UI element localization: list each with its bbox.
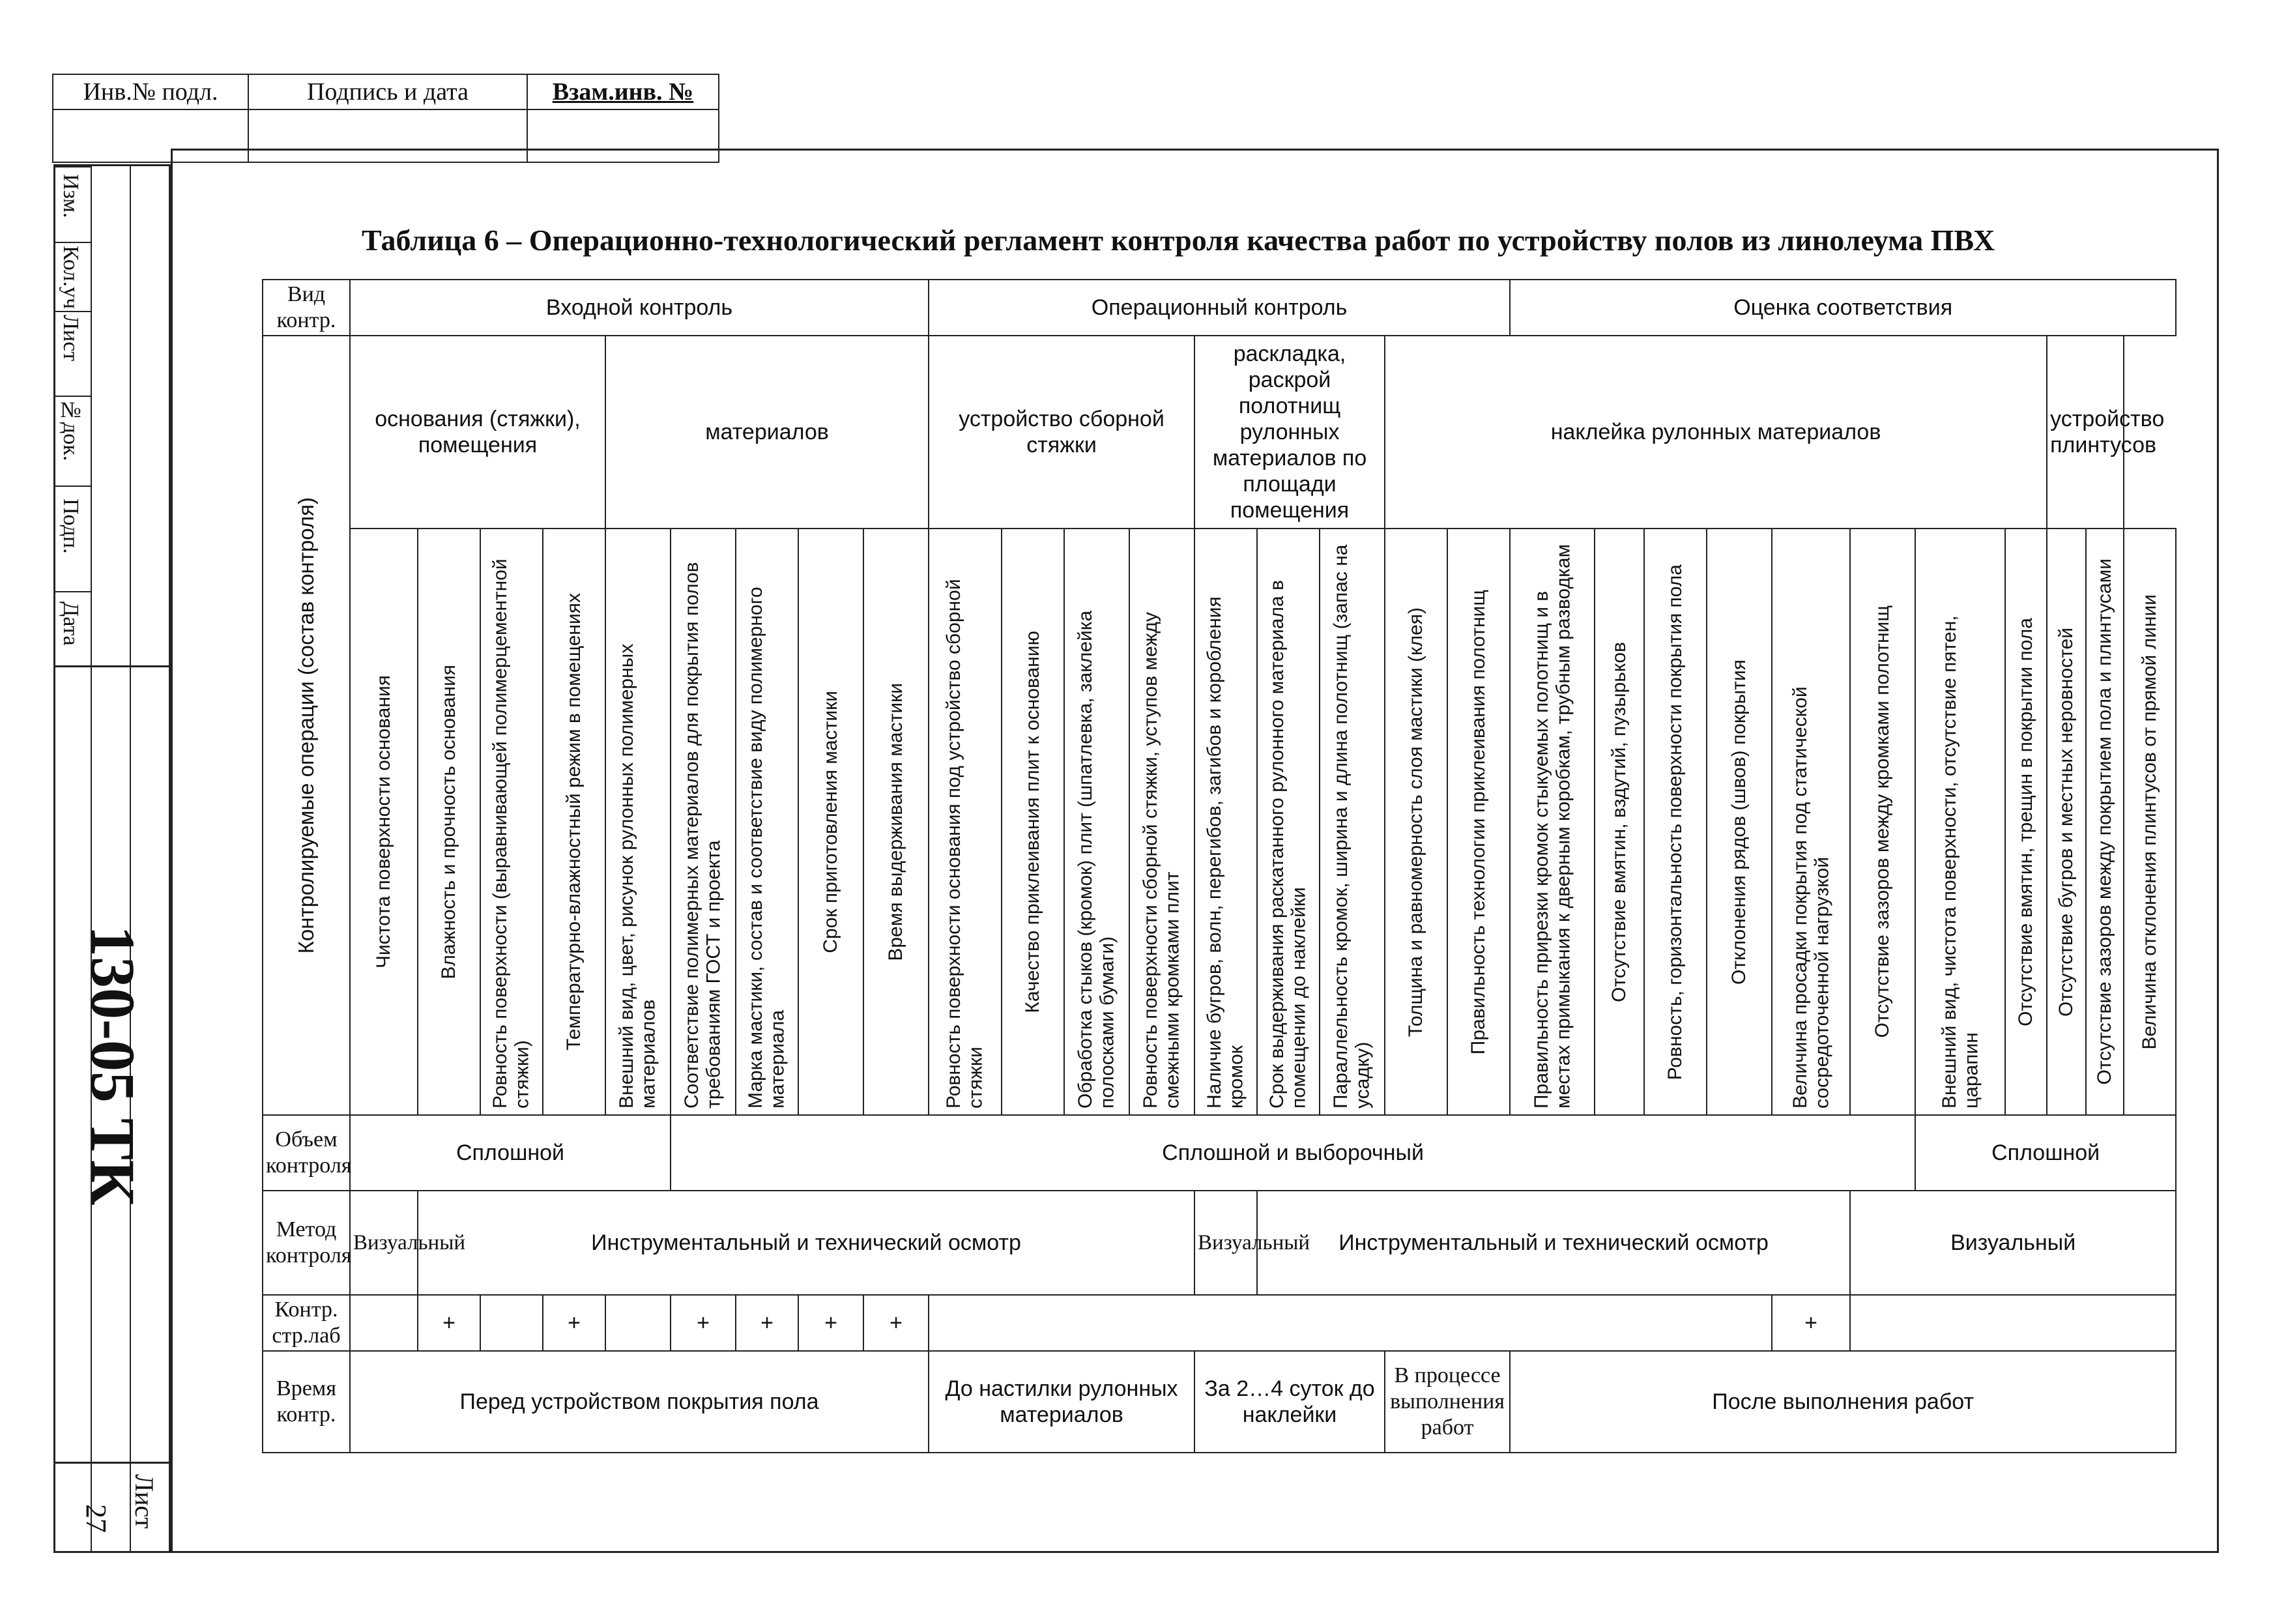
operation-26 [2005,529,2047,1115]
time-after: После выполнения работ [1510,1351,2176,1453]
lab-cell-23 [1772,1295,1850,1351]
lab-cell-7 [736,1295,798,1351]
operation-text: Качество приклеивания плит к основанию [1022,630,1044,1013]
lab-cell-3 [480,1295,543,1351]
title-block-side [53,164,171,1553]
stamp-vzam-label: Взам.инв. № [527,74,719,110]
volume-continuous-2: Сплошной [1915,1115,2176,1191]
operation-17 [1385,529,1447,1115]
operation-6 [671,529,736,1115]
operation-text: Чистота поверхности основания [373,675,395,969]
operation-text: Правильность технологии приклеивания полотнищ [1468,589,1490,1054]
lab-mark: + [760,1311,774,1336]
method-visual-3: Визуальный [1850,1191,2176,1295]
stamp-sign-label: Подпись и дата [248,74,528,110]
operation-text: Марка мастики, состав и соответствие виду полимерного материала [745,587,788,1109]
lab-cell-5 [605,1295,671,1351]
operation-18 [1447,529,1510,1115]
operation-text: Правильность прирезки кромок стыкуемых полотнищ и в местах примыкания к дверным коробкам, трубным разводкам [1530,544,1574,1109]
revision-column [55,166,92,1551]
lab-cell-6 [671,1295,736,1351]
operation-text: Отсутствие зазоров между кромками полотнищ [1872,605,1894,1038]
method-label: Метод контроля [263,1191,350,1295]
table-title: Таблица 6 – Операционно-технологический регламент контроля качества работ по устройству полов из линолеума ПВХ [362,224,1995,257]
operation-22 [1707,529,1772,1115]
operation-24 [1850,529,1915,1115]
operation-text: Величина просадки покрытия под статической сосредоточенной нагрузкой [1789,686,1833,1109]
lab-cell-4 [543,1295,605,1351]
operation-29 [2124,529,2176,1115]
kol-label: Кол.уч [59,246,83,310]
operations-row [263,529,2176,1115]
operation-2 [418,529,480,1115]
time-during: В процессе выполнения работ [1385,1351,1510,1453]
time-before-floor: Перед устройством покрытия пола [350,1351,929,1453]
ops-label-text: Контролируемые операции (состав контроля) [293,497,318,954]
subgroup-layout: раскладка, раскрой полотнищ рулонных материалов по площади помещения [1194,336,1385,529]
operation-9 [863,529,929,1115]
operation-21 [1644,529,1707,1115]
operation-23 [1772,529,1850,1115]
method-instrumental-1: Инструментальный и технический осмотр [418,1191,1194,1295]
operation-7 [736,529,798,1115]
method-visual-2: Визуальный [1194,1191,1257,1295]
operation-11 [1002,529,1064,1115]
operation-text: Ровность поверхности основания под устройство сборной стяжки [943,579,987,1109]
list-label: Лист [59,315,83,362]
operation-text: Отсутствие зазоров между покрытием пола и плинтусами [2094,558,2116,1085]
operation-text: Ровность поверхности сборной стяжки, уступов между смежными кромками плит [1140,612,1184,1109]
operation-text: Отсутствие вмятин, трещин в покрытии пола [2015,617,2037,1026]
method-visual-1: Визуальный [350,1191,418,1295]
document-code: 130-05 ТК [78,925,148,1206]
operation-text: Внешний вид, цвет, рисунок рулонных полимерных материалов [616,643,659,1109]
quality-control-table [262,279,2177,1453]
lab-cell-end [1850,1295,2176,1351]
operation-19 [1510,529,1595,1115]
operation-text: Отсутствие бугров и местных неровностей [2055,627,2077,1017]
volume-label: Объем контроля [263,1115,350,1191]
volume-continuous-1: Сплошной [350,1115,671,1191]
lab-cell-empty [929,1295,1772,1351]
lab-cell-8 [798,1295,863,1351]
subgroup-skirting: устройство плинтусов [2047,336,2124,529]
operation-16 [1320,529,1385,1115]
method-instrumental-2: Инструментальный и технический осмотр [1257,1191,1850,1295]
operation-text: Ровность поверхности (выравнивающей полимерцементной стяжки) [489,558,533,1109]
lab-cell-1 [350,1295,418,1351]
operation-28 [2086,529,2124,1115]
time-days-before: За 2…4 суток до наклейки [1194,1351,1385,1453]
subgroup-base: основания (стяжки), помещения [350,336,605,529]
operation-text: Наличие бугров, волн, перегибов, загибов и коробления кромок [1204,596,1248,1109]
operation-text: Влажность и прочность основания [438,664,460,979]
ndok-label: №док. [59,398,83,461]
operation-20 [1595,529,1644,1115]
lab-mark: + [442,1311,456,1336]
lab-cell-2 [418,1295,480,1351]
operation-25 [1915,529,2005,1115]
operation-8 [798,529,863,1115]
sheet-number: 27 [80,1504,112,1533]
izm-label: Изм. [59,174,83,218]
operation-text: Соответствие полимерных материалов для покрытия полов требованиям ГОСТ и проекта [681,562,725,1109]
operation-13 [1129,529,1194,1115]
operation-text: Срок выдерживания раскатанного рулонного материала в помещении до наклейки [1266,580,1310,1109]
group-input-control: Входной контроль [350,280,929,336]
operation-14 [1194,529,1257,1115]
lab-mark: + [890,1311,903,1336]
data-label: Дата [59,602,83,646]
revision-column-2 [92,166,131,1551]
lab-label: Контр. стр.лаб [263,1295,350,1351]
stamp-inv-label: Инв.№ подл. [52,74,249,110]
operation-text: Отсутствие вмятин, вздутий, пузырьков [1608,641,1630,1002]
operation-text: Температурно-влажностный режим в помещениях [563,593,585,1051]
lab-mark: + [568,1311,581,1336]
operation-4 [543,529,605,1115]
operation-text: Срок приготовления мастики [820,690,842,953]
ops-label [263,336,350,1115]
subgroup-materials: материалов [605,336,929,529]
group-operational-control: Операционный контроль [929,280,1510,336]
operation-text: Параллельность кромок, ширина и длина полотнищ (запас на усадку) [1330,544,1374,1109]
lab-cell-9 [863,1295,929,1351]
podp-label: Подп. [59,499,83,554]
operation-1 [350,529,418,1115]
operation-27 [2047,529,2086,1115]
operation-text: Толщина и равномерность слоя мастики (клея) [1405,607,1427,1037]
time-label: Время контр. [263,1351,350,1453]
operation-text: Внешний вид, чистота поверхности, отсутствие пятен, царапин [1938,615,1982,1109]
operation-text: Величина отклонения плинтусов от прямой линии [2139,594,2161,1050]
operation-15 [1257,529,1320,1115]
lab-mark: + [824,1311,837,1336]
operation-text: Время выдерживания мастики [885,682,907,961]
operation-5 [605,529,671,1115]
vid-kontrolya-label: Вид контр. [263,280,350,336]
sheet-label: Лист [130,1474,159,1529]
operation-text: Обработка стыков (кромок) плит (шпатлевка, заклейка полосками бумаги) [1075,611,1119,1109]
operation-3 [480,529,543,1115]
group-conformity-assessment: Оценка соответствия [1510,280,2176,336]
lab-mark: + [697,1311,710,1336]
lab-mark: + [1804,1311,1818,1336]
time-before-rolls: До настилки рулонных материалов [929,1351,1194,1453]
volume-continuous-selective: Сплошной и выборочный [671,1115,1915,1191]
subgroup-screed: устройство сборной стяжки [929,336,1194,529]
operation-10 [929,529,1002,1115]
subgroup-gluing: наклейка рулонных материалов [1385,336,2047,529]
operation-text: Ровность, горизонтальность поверхности покрытия пола [1664,564,1686,1080]
operation-12 [1064,529,1129,1115]
operation-text: Отклонения рядов (швов) покрытия [1728,659,1750,985]
